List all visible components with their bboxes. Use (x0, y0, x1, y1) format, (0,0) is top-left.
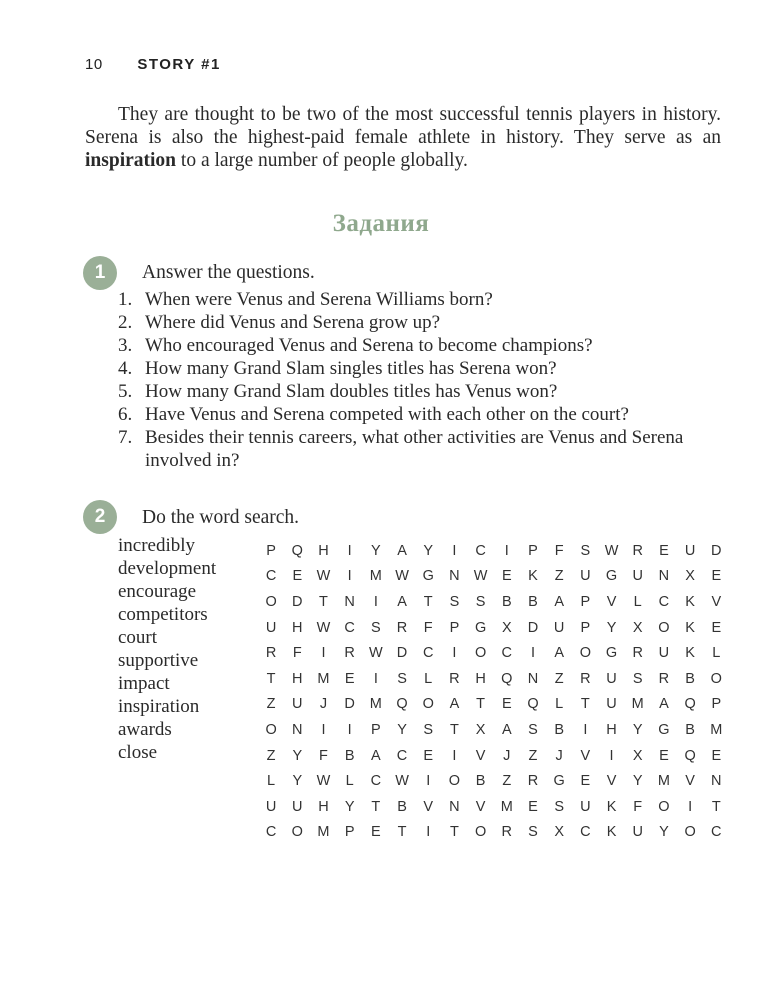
grid-letter[interactable]: W (473, 568, 488, 585)
grid-letter[interactable]: P (266, 542, 276, 559)
grid-letter[interactable]: E (711, 568, 722, 585)
grid-letter[interactable]: X (501, 619, 512, 636)
grid-letter[interactable]: Z (554, 670, 564, 687)
question-text: Where did Venus and Serena grow up? (145, 312, 441, 333)
grid-letter[interactable]: T (449, 721, 459, 738)
grid-letter[interactable]: Y (659, 824, 669, 841)
grid-letter[interactable]: S (528, 824, 538, 841)
grid-letter[interactable]: H (606, 721, 617, 738)
grid-row (258, 717, 729, 743)
grid-letter[interactable]: T (319, 593, 328, 610)
grid-letter[interactable]: B (344, 747, 355, 764)
grid-letter[interactable]: O (579, 645, 591, 662)
grid-letter[interactable]: R (632, 645, 643, 662)
grid-letter[interactable]: X (554, 824, 564, 841)
grid-letter[interactable]: I (373, 593, 378, 610)
search-word: competitors (118, 604, 208, 625)
grid-letter[interactable]: Q (527, 696, 539, 713)
grid-letter[interactable]: W (395, 773, 409, 790)
grid-letter[interactable]: E (659, 747, 669, 764)
grid-letter[interactable]: P (711, 696, 722, 713)
grid-letter[interactable]: I (452, 747, 457, 764)
search-word: impact (118, 673, 170, 694)
grid-letter[interactable]: T (449, 824, 459, 841)
grid-letter[interactable]: I (530, 645, 535, 662)
grid-letter[interactable]: C (475, 542, 486, 559)
grid-letter[interactable]: U (606, 670, 617, 687)
grid-row (258, 768, 729, 794)
grid-letter[interactable]: S (371, 619, 381, 636)
grid-letter[interactable]: U (580, 568, 591, 585)
grid-letter[interactable]: U (292, 696, 303, 713)
grid-row (258, 666, 729, 692)
grid-letter[interactable]: M (369, 568, 382, 585)
grid-letter[interactable]: V (423, 798, 434, 815)
grid-letter[interactable]: E (711, 747, 722, 764)
grid-letter[interactable]: B (685, 670, 695, 687)
question-item (118, 311, 724, 334)
grid-letter[interactable]: E (292, 568, 303, 585)
grid-letter[interactable]: Y (292, 747, 303, 764)
grid-letter[interactable]: Z (266, 747, 276, 764)
grid-row (258, 640, 729, 666)
grid-letter[interactable]: I (426, 773, 431, 790)
intro-paragraph (85, 103, 721, 172)
search-word: supportive (118, 650, 199, 671)
grid-letter[interactable]: T (397, 824, 407, 841)
grid-letter[interactable]: E (344, 670, 355, 687)
grid-letter[interactable]: U (292, 798, 303, 815)
grid-letter[interactable]: Q (684, 747, 696, 764)
grid-letter[interactable]: C (396, 747, 408, 764)
grid-letter[interactable]: J (319, 696, 328, 713)
search-word: court (118, 627, 158, 648)
grid-letter[interactable]: Y (344, 798, 355, 815)
grid-letter[interactable]: Q (684, 696, 696, 713)
question-number: 7. (118, 427, 133, 448)
grid-letter[interactable]: H (292, 670, 303, 687)
grid-letter[interactable]: Q (291, 542, 303, 559)
grid-letter[interactable]: W (395, 568, 409, 585)
grid-letter[interactable]: M (710, 721, 723, 738)
grid-row (258, 692, 729, 718)
grid-letter[interactable]: D (344, 696, 355, 713)
grid-letter[interactable]: B (475, 773, 486, 790)
grid-letter[interactable]: N (658, 568, 670, 585)
grid-letter[interactable]: U (580, 798, 591, 815)
grid-letter[interactable]: O (710, 670, 722, 687)
question-number: 6. (118, 404, 133, 425)
grid-letter[interactable]: O (448, 773, 461, 790)
grid-letter[interactable]: R (449, 670, 460, 687)
grid-letter[interactable]: S (397, 670, 407, 687)
grid-letter[interactable]: K (606, 798, 617, 815)
grid-letter[interactable]: R (265, 645, 277, 662)
grid-letter[interactable]: O (474, 645, 487, 662)
grid-letter[interactable]: H (475, 670, 486, 687)
grid-letter[interactable]: Q (501, 670, 513, 687)
grid-letter[interactable]: N (449, 568, 460, 585)
grid-letter[interactable]: V (475, 747, 486, 764)
grid-letter[interactable]: O (658, 619, 670, 636)
grid-letter[interactable]: A (397, 593, 407, 610)
grid-letter[interactable]: E (580, 773, 591, 790)
grid-letter[interactable]: I (321, 721, 326, 738)
grid-letter[interactable]: Y (371, 542, 381, 559)
grid-letter[interactable]: R (527, 773, 539, 790)
grid-letter[interactable]: D (527, 619, 539, 636)
grid-letter[interactable]: T (371, 798, 381, 815)
grid-letter[interactable]: F (292, 645, 302, 662)
grid-letter[interactable]: W (604, 542, 619, 559)
grid-letter[interactable]: L (712, 645, 721, 662)
task-1-number-badge: 1 (83, 256, 117, 290)
grid-letter[interactable]: I (321, 645, 326, 662)
grid-letter[interactable]: J (555, 747, 563, 764)
grid-letter[interactable]: I (688, 798, 693, 815)
task-2-title: Do the word search. (142, 507, 300, 528)
section-title: Задания (332, 210, 430, 237)
grid-letter[interactable]: X (475, 721, 486, 738)
grid-letter[interactable]: W (316, 773, 331, 790)
grid-letter[interactable]: L (633, 593, 642, 610)
grid-letter[interactable]: T (423, 593, 433, 610)
grid-letter[interactable]: I (347, 721, 352, 738)
grid-row (258, 589, 729, 615)
grid-letter[interactable]: U (632, 824, 643, 841)
grid-letter[interactable]: B (528, 593, 538, 610)
question-item (118, 403, 724, 426)
grid-letter[interactable]: G (658, 721, 670, 738)
grid-row (258, 615, 729, 641)
grid-letter[interactable]: Z (502, 773, 512, 790)
grid-letter[interactable]: N (449, 798, 460, 815)
grid-letter[interactable]: A (449, 696, 460, 713)
question-item (118, 288, 724, 311)
grid-letter[interactable]: U (606, 696, 617, 713)
grid-letter[interactable]: Z (528, 747, 538, 764)
question-item (118, 357, 724, 380)
grid-letter[interactable]: E (711, 619, 722, 636)
grid-letter[interactable]: S (449, 593, 460, 610)
grid-letter[interactable]: E (501, 696, 512, 713)
grid-letter[interactable]: R (632, 542, 643, 559)
grid-letter[interactable]: L (555, 696, 564, 713)
grid-letter[interactable]: J (503, 747, 511, 764)
question-list (118, 288, 724, 472)
grid-letter[interactable]: I (452, 645, 457, 662)
grid-letter[interactable]: F (554, 542, 564, 559)
grid-letter[interactable]: I (373, 670, 378, 687)
grid-letter[interactable]: F (319, 747, 328, 764)
grid-letter[interactable]: U (265, 619, 277, 636)
question-item (118, 380, 724, 403)
grid-letter[interactable]: D (711, 542, 722, 559)
grid-letter[interactable]: G (553, 773, 565, 790)
grid-letter[interactable]: B (685, 721, 695, 738)
grid-letter[interactable]: V (606, 773, 617, 790)
grid-letter[interactable]: R (396, 619, 408, 636)
grid-letter[interactable]: C (658, 593, 670, 610)
grid-letter[interactable]: S (528, 721, 538, 738)
question-text: Who encouraged Venus and Serena to become champions? (145, 335, 593, 356)
grid-letter[interactable]: D (292, 593, 303, 610)
grid-letter[interactable]: V (580, 747, 591, 764)
grid-letter[interactable]: M (657, 773, 670, 790)
grid-letter[interactable]: N (344, 593, 355, 610)
word-list (118, 534, 216, 764)
grid-letter[interactable]: T (711, 798, 721, 815)
grid-letter[interactable]: P (580, 619, 591, 636)
grid-letter[interactable]: Y (423, 542, 434, 559)
grid-letter[interactable]: M (500, 798, 513, 815)
search-word: development (118, 558, 217, 579)
grid-letter[interactable]: R (658, 670, 670, 687)
question-number: 4. (118, 358, 133, 379)
grid-letter[interactable]: M (631, 696, 644, 713)
grid-letter[interactable]: Y (606, 619, 617, 636)
grid-letter[interactable]: H (292, 619, 303, 636)
grid-row (258, 564, 729, 590)
grid-letter[interactable]: I (583, 721, 588, 738)
grid-letter[interactable]: S (475, 593, 486, 610)
question-number: 5. (118, 381, 133, 402)
grid-letter[interactable]: C (501, 645, 513, 662)
grid-letter[interactable]: U (553, 619, 565, 636)
question-text: Have Venus and Serena competed with each other on the court? (145, 404, 629, 425)
grid-letter[interactable]: A (501, 721, 512, 738)
grid-letter[interactable]: C (711, 824, 722, 841)
grid-letter[interactable]: K (528, 568, 538, 585)
grid-letter[interactable]: P (580, 593, 591, 610)
grid-letter[interactable]: T (476, 696, 486, 713)
grid-letter[interactable]: N (292, 721, 303, 738)
grid-row (258, 538, 729, 564)
grid-letter[interactable]: M (317, 824, 330, 841)
grid-letter[interactable]: L (267, 773, 276, 790)
grid-letter[interactable]: U (632, 568, 643, 585)
grid-letter[interactable]: W (316, 619, 331, 636)
search-word: inspiration (118, 696, 200, 717)
grid-letter[interactable]: M (317, 670, 330, 687)
grid-letter[interactable]: A (554, 645, 564, 662)
grid-letter[interactable]: K (606, 824, 617, 841)
question-number: 1. (118, 289, 133, 310)
search-word: incredibly (118, 535, 196, 556)
grid-letter[interactable]: M (369, 696, 382, 713)
grid-letter[interactable]: R (580, 670, 591, 687)
grid-letter[interactable]: T (580, 696, 590, 713)
grid-letter[interactable]: N (711, 773, 722, 790)
grid-letter[interactable]: O (474, 824, 487, 841)
grid-letter[interactable]: E (528, 798, 538, 815)
grid-letter[interactable]: I (347, 542, 352, 559)
grid-letter[interactable]: O (291, 824, 303, 841)
question-text: When were Venus and Serena Williams born? (145, 289, 493, 310)
grid-letter[interactable]: X (632, 747, 643, 764)
grid-letter[interactable]: P (449, 619, 460, 636)
grid-letter[interactable]: B (554, 721, 564, 738)
grid-letter[interactable]: E (501, 568, 512, 585)
grid-letter[interactable]: O (422, 696, 434, 713)
grid-letter[interactable]: C (344, 619, 355, 636)
grid-letter[interactable]: X (685, 568, 695, 585)
grid-row (258, 794, 729, 820)
grid-letter[interactable]: P (344, 824, 355, 841)
grid-letter[interactable]: F (633, 798, 643, 815)
question-item (118, 426, 724, 472)
question-number: 3. (118, 335, 133, 356)
grid-letter[interactable]: W (316, 568, 331, 585)
grid-letter[interactable]: A (659, 696, 669, 713)
grid-letter[interactable]: B (397, 798, 407, 815)
question-text: How many Grand Slam doubles titles has Venus won? (145, 381, 558, 402)
grid-letter[interactable]: E (371, 824, 381, 841)
grid-letter[interactable]: K (685, 619, 695, 636)
grid-letter[interactable]: O (265, 721, 277, 738)
question-text: How many Grand Slam singles titles has Serena won? (145, 358, 557, 379)
grid-letter[interactable]: U (265, 798, 277, 815)
grid-letter[interactable]: Z (554, 568, 564, 585)
question-number: 2. (118, 312, 133, 333)
grid-letter[interactable]: G (605, 645, 618, 662)
grid-letter[interactable]: H (318, 798, 329, 815)
grid-letter[interactable]: G (422, 568, 434, 585)
grid-letter[interactable]: O (658, 798, 670, 815)
grid-letter[interactable]: F (423, 619, 433, 636)
search-word: awards (118, 719, 172, 740)
grid-letter[interactable]: G (605, 568, 618, 585)
grid-letter[interactable]: L (345, 773, 354, 790)
intro-bold-word: inspiration (85, 150, 177, 171)
grid-letter[interactable]: R (501, 824, 513, 841)
word-search-grid (258, 538, 729, 845)
grid-letter[interactable]: R (344, 645, 355, 662)
grid-letter[interactable]: P (371, 721, 381, 738)
grid-letter[interactable]: X (632, 619, 643, 636)
grid-letter[interactable]: V (606, 593, 617, 610)
intro-text-1: They are thought to be two of the most successful tennis players in history. Serena is also the highest-paid female athlete in history. They serve as an (85, 104, 721, 148)
grid-letter[interactable]: C (370, 773, 382, 790)
grid-letter[interactable]: V (711, 593, 722, 610)
search-word: close (118, 742, 158, 763)
grid-letter[interactable]: A (397, 542, 407, 559)
grid-letter[interactable]: S (423, 721, 434, 738)
task-1-title: Answer the questions. (142, 262, 315, 283)
search-word: encourage (118, 581, 197, 602)
grid-letter[interactable]: Z (266, 696, 276, 713)
grid-letter[interactable]: C (422, 645, 434, 662)
grid-letter[interactable]: S (554, 798, 564, 815)
grid-letter[interactable]: N (527, 670, 539, 687)
grid-letter[interactable]: B (501, 593, 512, 610)
grid-letter[interactable]: C (580, 824, 591, 841)
grid-letter[interactable]: U (658, 645, 670, 662)
grid-letter[interactable]: K (685, 593, 695, 610)
grid-letter[interactable]: I (504, 542, 509, 559)
grid-letter[interactable]: T (266, 670, 276, 687)
grid-letter[interactable]: E (659, 542, 669, 559)
grid-letter[interactable]: Q (396, 696, 408, 713)
page-number: 10 (85, 56, 103, 73)
grid-letter[interactable]: W (369, 645, 383, 662)
grid-letter[interactable]: A (554, 593, 564, 610)
grid-letter[interactable]: V (475, 798, 486, 815)
grid-letter[interactable]: U (684, 542, 696, 559)
grid-letter[interactable]: Y (292, 773, 303, 790)
grid-letter[interactable]: O (684, 824, 696, 841)
grid-letter[interactable]: C (265, 568, 277, 585)
grid-row (258, 743, 729, 769)
grid-letter[interactable]: I (426, 824, 431, 841)
grid-letter[interactable]: A (371, 747, 381, 764)
grid-letter[interactable]: O (265, 593, 277, 610)
grid-letter[interactable]: L (424, 670, 433, 687)
grid-letter[interactable]: Y (632, 721, 643, 738)
question-item (118, 334, 724, 357)
story-label: STORY #1 (137, 56, 221, 73)
grid-letter[interactable]: I (452, 542, 457, 559)
grid-letter[interactable]: S (580, 542, 591, 559)
grid-letter[interactable]: V (685, 773, 695, 790)
grid-letter[interactable]: G (474, 619, 487, 636)
grid-letter[interactable]: I (609, 747, 614, 764)
grid-letter[interactable]: K (685, 645, 695, 662)
task-2-number-badge: 2 (83, 500, 117, 534)
grid-letter[interactable]: C (265, 824, 277, 841)
intro-text-2: to a large number of people globally. (176, 150, 468, 171)
question-text: Besides their tennis careers, what other activities are Venus and Serena involved in? (145, 427, 684, 471)
grid-letter[interactable]: Y (397, 721, 407, 738)
grid-letter[interactable]: D (396, 645, 408, 662)
grid-letter[interactable]: I (347, 568, 352, 585)
grid-letter[interactable]: Y (632, 773, 643, 790)
grid-letter[interactable]: H (318, 542, 329, 559)
page-header (85, 56, 221, 73)
grid-letter[interactable]: P (528, 542, 538, 559)
grid-row (258, 820, 729, 846)
grid-letter[interactable]: S (632, 670, 643, 687)
grid-letter[interactable]: E (423, 747, 434, 764)
